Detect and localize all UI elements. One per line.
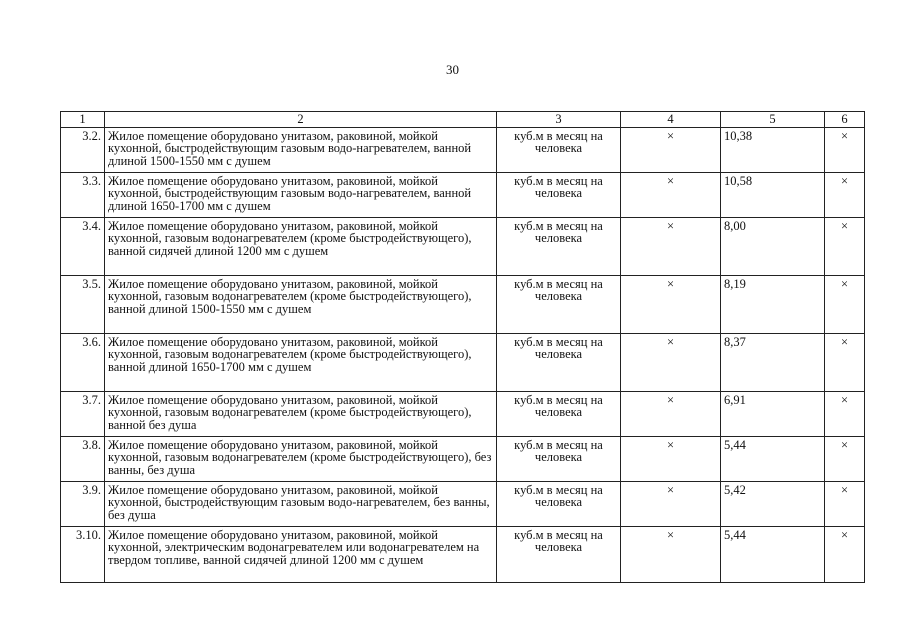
- row-number: 3.5.: [61, 275, 105, 333]
- row-col4: ×: [621, 127, 721, 172]
- row-value: 5,44: [721, 436, 825, 481]
- page-number: 30: [446, 62, 459, 77]
- header-col-3: 3: [497, 112, 621, 128]
- table-body: [61, 127, 865, 582]
- row-value: 10,38: [721, 127, 825, 172]
- table-row: [61, 127, 865, 172]
- header-col-4: 4: [621, 112, 721, 128]
- row-col4: ×: [621, 217, 721, 275]
- row-value: 5,42: [721, 481, 825, 526]
- row-number: 3.7.: [61, 391, 105, 436]
- table-row: [61, 481, 865, 526]
- row-col4: ×: [621, 436, 721, 481]
- row-unit: куб.м в месяц на человека: [497, 217, 621, 275]
- row-unit: куб.м в месяц на человека: [497, 127, 621, 172]
- row-number: 3.8.: [61, 436, 105, 481]
- row-col6: ×: [825, 217, 865, 275]
- table-header: [61, 112, 865, 128]
- row-col4: ×: [621, 391, 721, 436]
- row-value: 10,58: [721, 172, 825, 217]
- row-description: Жилое помещение оборудовано унитазом, раковиной, мойкой кухонной, электрическим водонагревателем или водонагревателем на твердом топливе, ванной сидячей длиной 1200 мм с душем: [105, 526, 497, 582]
- header-row: [61, 112, 865, 128]
- row-col6: ×: [825, 481, 865, 526]
- row-col6: ×: [825, 275, 865, 333]
- row-col4: ×: [621, 333, 721, 391]
- norms-table: [60, 111, 865, 583]
- row-value: 8,37: [721, 333, 825, 391]
- row-col4: ×: [621, 275, 721, 333]
- row-unit: куб.м в месяц на человека: [497, 481, 621, 526]
- row-number: 3.10.: [61, 526, 105, 582]
- row-unit: куб.м в месяц на человека: [497, 436, 621, 481]
- row-description: Жилое помещение оборудовано унитазом, раковиной, мойкой кухонной, быстродействующим газовым водо-нагревателем, ванной длиной 1500-1550 мм с душем: [105, 127, 497, 172]
- row-description: Жилое помещение оборудовано унитазом, раковиной, мойкой кухонной, быстродействующим газовым водо-нагревателем, ванной длиной 1650-1700 мм с душем: [105, 172, 497, 217]
- table-row: [61, 391, 865, 436]
- row-number: 3.6.: [61, 333, 105, 391]
- row-number: 3.3.: [61, 172, 105, 217]
- row-col4: ×: [621, 172, 721, 217]
- row-description: Жилое помещение оборудовано унитазом, раковиной, мойкой кухонной, газовым водонагревателем (кроме быстродействующего), ванной сидячей длиной 1200 мм с душем: [105, 217, 497, 275]
- row-unit: куб.м в месяц на человека: [497, 391, 621, 436]
- row-description: Жилое помещение оборудовано унитазом, раковиной, мойкой кухонной, газовым водонагревателем (кроме быстродействующего), ванной длиной 1500-1550 мм с душем: [105, 275, 497, 333]
- row-unit: куб.м в месяц на человека: [497, 275, 621, 333]
- row-col6: ×: [825, 172, 865, 217]
- table-row: [61, 172, 865, 217]
- row-description: Жилое помещение оборудовано унитазом, раковиной, мойкой кухонной, газовым водонагревателем (кроме быстродействующего), ванной без душа: [105, 391, 497, 436]
- row-value: 6,91: [721, 391, 825, 436]
- row-col6: ×: [825, 333, 865, 391]
- row-col6: ×: [825, 436, 865, 481]
- table-row: [61, 333, 865, 391]
- row-value: 5,44: [721, 526, 825, 582]
- row-col4: ×: [621, 481, 721, 526]
- row-unit: куб.м в месяц на человека: [497, 526, 621, 582]
- table-row: [61, 217, 865, 275]
- header-col-2: 2: [105, 112, 497, 128]
- row-number: 3.4.: [61, 217, 105, 275]
- table-row: [61, 526, 865, 582]
- row-col6: ×: [825, 391, 865, 436]
- row-value: 8,00: [721, 217, 825, 275]
- row-col6: ×: [825, 127, 865, 172]
- row-description: Жилое помещение оборудовано унитазом, раковиной, мойкой кухонной, газовым водонагревателем (кроме быстродействующего), без ванны, без душа: [105, 436, 497, 481]
- row-number: 3.2.: [61, 127, 105, 172]
- row-description: Жилое помещение оборудовано унитазом, раковиной, мойкой кухонной, газовым водонагревателем (кроме быстродействующего), ванной длиной 1650-1700 мм с душем: [105, 333, 497, 391]
- row-number: 3.9.: [61, 481, 105, 526]
- row-col4: ×: [621, 526, 721, 582]
- row-col6: ×: [825, 526, 865, 582]
- header-col-1: 1: [61, 112, 105, 128]
- table-row: [61, 275, 865, 333]
- row-value: 8,19: [721, 275, 825, 333]
- header-col-5: 5: [721, 112, 825, 128]
- row-unit: куб.м в месяц на человека: [497, 172, 621, 217]
- row-unit: куб.м в месяц на человека: [497, 333, 621, 391]
- row-description: Жилое помещение оборудовано унитазом, раковиной, мойкой кухонной, быстродействующим газовым водо-нагревателем, без ванны, без душа: [105, 481, 497, 526]
- table-row: [61, 436, 865, 481]
- header-col-6: 6: [825, 112, 865, 128]
